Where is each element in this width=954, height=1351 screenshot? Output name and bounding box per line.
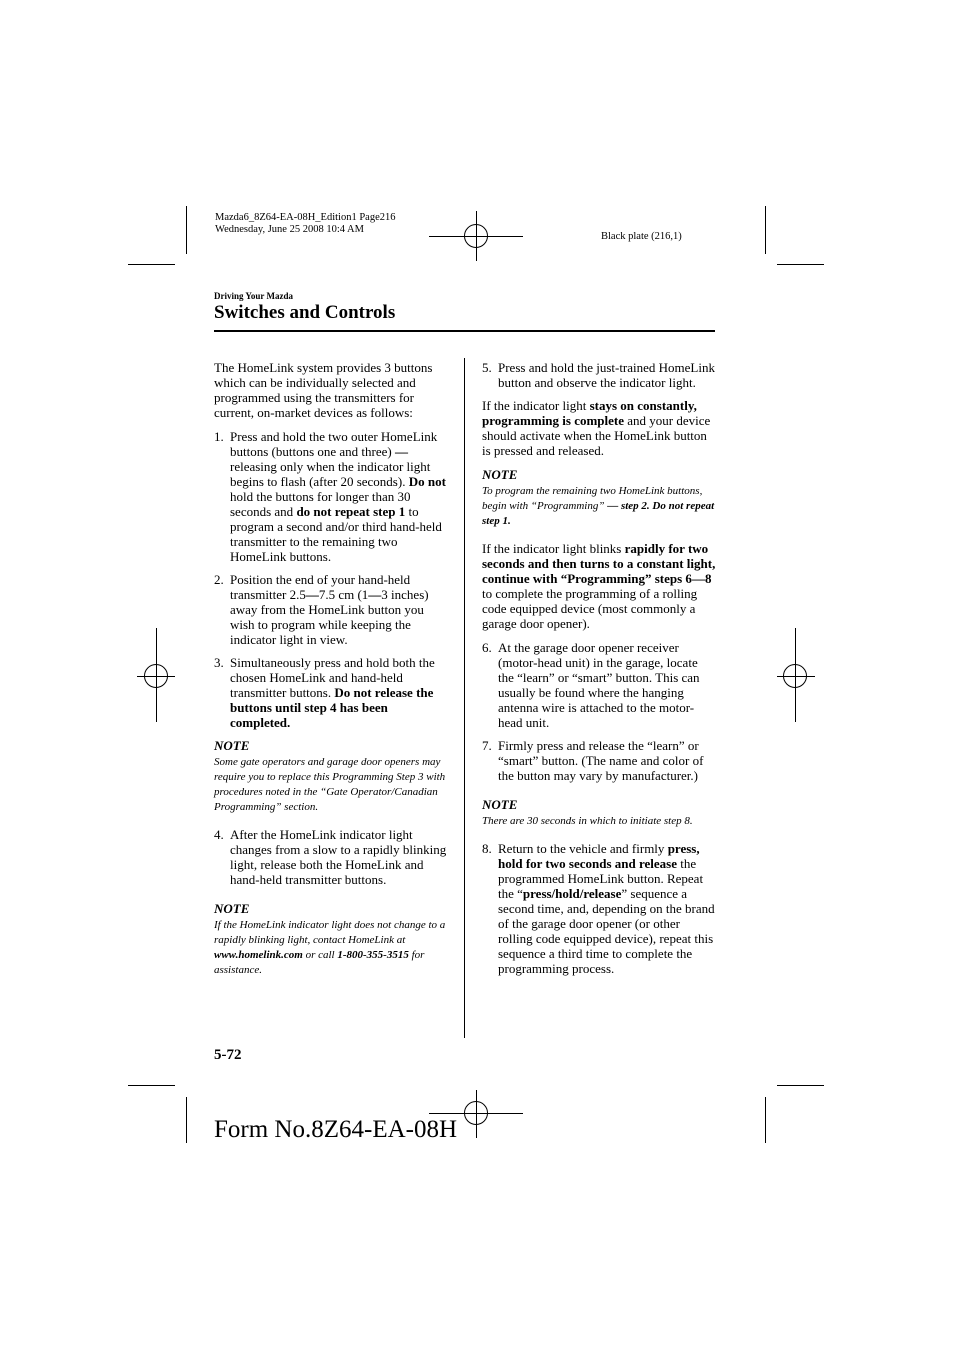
bold-run: press/hold/release (522, 886, 622, 901)
crop-mark (765, 1097, 766, 1143)
text-run: To program the remaining two HomeLink buttons, begin with “Programming” (482, 485, 703, 512)
registration-circle-icon (464, 1101, 488, 1125)
crop-mark (186, 1097, 187, 1143)
bold-run: press, hold for two seconds and release (498, 841, 700, 871)
text-run: and your device should activate when the HomeLink button is pressed and released. (482, 413, 711, 458)
note-body: There are 30 seconds in which to initiate step 8. (482, 815, 693, 827)
note-body (214, 918, 448, 978)
text-run: ” sequence a second time, and, depending on the brand of the garage door opener (or other rolling code equipped device), repeat this sequence a third time to complete the programming process. (498, 886, 715, 976)
step-number: 7. (482, 738, 492, 753)
dash: — (395, 444, 408, 459)
step-number: 2. (214, 572, 224, 587)
text-run: the programmed HomeLink button. Repeat the “ (498, 856, 704, 901)
bold-run: 8 (704, 571, 712, 586)
note-body: Some gate operators and garage door openers may require you to replace this Programming Step 3 with procedures noted in the “Gate Operator/Canadian Programming” section. (214, 756, 446, 813)
note-body (482, 484, 716, 529)
dash: — (368, 587, 382, 602)
column-divider (464, 358, 465, 1038)
text-run: 7.5 cm (1 (318, 587, 369, 602)
step-text: Press and hold the just-trained HomeLink button and observe the indicator light. (498, 360, 715, 390)
crop-mark (777, 1085, 824, 1086)
step-6 (482, 640, 716, 730)
dash: — (305, 587, 319, 602)
bold-run: Do not release the buttons until step 4 has been completed. (230, 685, 434, 730)
registration-circle-icon (783, 664, 807, 688)
step-2 (214, 572, 448, 647)
note-heading: NOTE (482, 467, 518, 482)
header-rule (214, 330, 715, 332)
step-number: 4. (214, 827, 224, 842)
text-run: Position the end of your hand-held transmitter 2.5 (230, 572, 411, 602)
step-text (230, 655, 448, 730)
text-run: for assistance. (214, 949, 425, 976)
step-number: 5. (482, 360, 492, 375)
note-heading: NOTE (214, 738, 250, 753)
step-5 (482, 360, 716, 390)
form-number: Form No.8Z64-EA-08H (214, 1116, 458, 1143)
step-text (230, 429, 448, 564)
text-run: hold the buttons for longer than 30 seconds and (230, 489, 411, 519)
step-number: 3. (214, 655, 224, 670)
text-run: to complete the programming of a rolling code equipped device (most commonly a garage door opener). (482, 586, 698, 631)
step-text: At the garage door opener receiver (motor-head unit) in the garage, locate the “learn” or “smart” button. This can usually be found where the hanging antenna wire is attached to the motor-head unit. (498, 640, 700, 730)
step-8 (482, 841, 716, 976)
bold-run: — step 2. Do not repeat step 1. (482, 500, 715, 527)
step-number: 8. (482, 841, 492, 856)
text-run: If the indicator light blinks (482, 541, 625, 556)
bold-run: do not repeat step 1 (296, 504, 406, 519)
step-number: 6. (482, 640, 492, 655)
crop-mark (128, 1085, 175, 1086)
crop-mark (186, 206, 187, 254)
step-text (498, 841, 716, 976)
step-text (230, 572, 448, 647)
step-number: 1. (214, 429, 224, 444)
text-run: releasing only when the indicator light begins to flash (after 20 seconds). (230, 459, 431, 489)
right-column (482, 360, 716, 984)
text-run: Press and hold the two outer HomeLink buttons (buttons one and three) (230, 429, 438, 459)
bold-run: rapidly for two seconds and then turns to a constant light, continue with “Programming” steps 6 (482, 541, 716, 586)
step-text: Firmly press and release the “learn” or “smart” button. (The name and color of the button may vary by manufacturer.) (498, 738, 704, 783)
left-column (214, 360, 448, 990)
bold-run: Do not (408, 474, 446, 489)
homelink-url: www.homelink.com (214, 949, 303, 961)
print-meta-line1: Mazda6_8Z64-EA-08H_Edition1 Page216 (215, 212, 396, 223)
step-1 (214, 429, 448, 564)
text-run: If the indicator light (482, 398, 590, 413)
note-heading: NOTE (482, 797, 518, 812)
text-run: to program a second and/or third hand-held transmitter to the remaining two HomeLink buttons. (230, 504, 442, 564)
step-4 (214, 827, 448, 887)
page-title: Switches and Controls (214, 302, 396, 323)
bold-run: stays on constantly, programming is complete (482, 398, 697, 428)
note-heading: NOTE (214, 901, 250, 916)
text-run: 3 inches) away from the HomeLink button you wish to program while keeping the indicator light in view. (230, 587, 429, 647)
print-meta-line2: Wednesday, June 25 2008 10:4 AM (215, 224, 364, 235)
homelink-phone: 1-800-355-3515 (337, 949, 409, 961)
intro-paragraph: The HomeLink system provides 3 buttons which can be individually selected and programmed using the transmitters for current, on-market devices as follows: (214, 360, 433, 420)
text-run: Return to the vehicle and firmly (498, 841, 668, 856)
section-label: Driving Your Mazda (214, 291, 294, 301)
rolling-code-paragraph (482, 541, 716, 631)
print-meta (215, 212, 396, 236)
text-run: or call (302, 949, 338, 961)
text-run: If the HomeLink indicator light does not change to a rapidly blinking light, contact HomeLink at (214, 919, 446, 946)
registration-circle-icon (144, 664, 168, 688)
crop-mark (765, 206, 766, 254)
step-text: After the HomeLink indicator light changes from a slow to a rapidly blinking light, release both the HomeLink and hand-held transmitter buttons. (230, 827, 447, 887)
registration-circle-icon (464, 224, 488, 248)
crop-mark (777, 264, 824, 265)
dash: — (691, 571, 705, 586)
step-3 (214, 655, 448, 730)
status-paragraph (482, 398, 716, 458)
page-number: 5-72 (214, 1047, 242, 1063)
step-7 (482, 738, 716, 783)
plate-label: Black plate (216,1) (601, 231, 682, 242)
text-run: Simultaneously press and hold both the chosen HomeLink and hand-held transmitter buttons. (230, 655, 435, 700)
crop-mark (128, 264, 175, 265)
